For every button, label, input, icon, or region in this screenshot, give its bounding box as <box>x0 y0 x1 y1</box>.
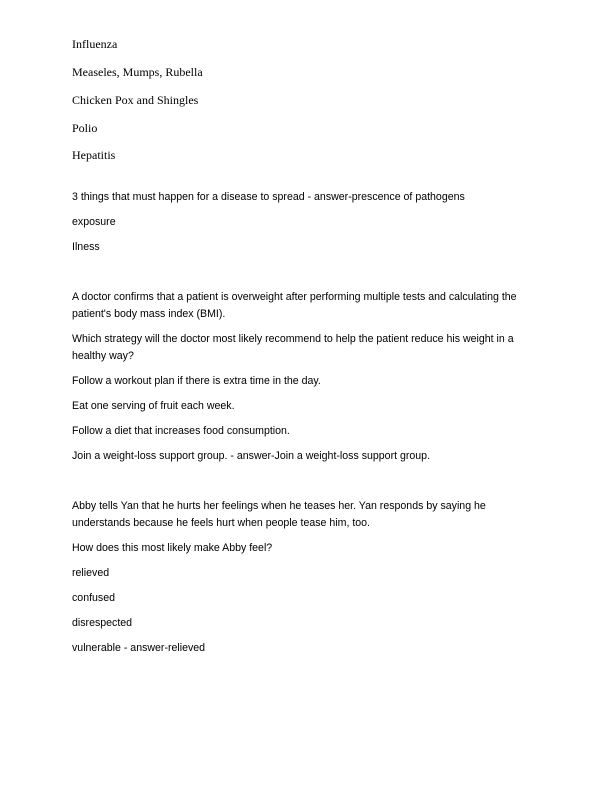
q1-line: Ilness <box>72 241 100 253</box>
q3-option: vulnerable - answer-relieved <box>72 642 206 654</box>
q2-question: Which strategy will the doctor most likely recommend to help the patient reduce his weight in a healthy way? <box>72 333 514 362</box>
q2-option: Join a weight-loss support group. - answer-Join a weight-loss support group. <box>72 450 431 462</box>
list-item: Influenza <box>72 37 118 51</box>
list-item: Chicken Pox and Shingles <box>72 93 199 107</box>
list-item: Polio <box>72 121 98 135</box>
q3-scenario: Abby tells Yan that he hurts her feelings when he teases her. Yan responds by saying he understands because he feels hurt when people tease him, too. <box>72 500 486 529</box>
list-item: Hepatitis <box>72 148 116 162</box>
q1-prompt: 3 things that must happen for a disease to spread - answer-prescence of pathogens <box>72 191 465 203</box>
q2-option: Follow a workout plan if there is extra time in the day. <box>72 375 321 387</box>
q3-option: relieved <box>72 567 110 579</box>
q1-line: exposure <box>72 216 116 228</box>
q2-scenario: A doctor confirms that a patient is overweight after performing multiple tests and calculating the patient's body mass index (BMI). <box>72 291 517 320</box>
q2-option: Follow a diet that increases food consumption. <box>72 425 290 437</box>
q3-option: confused <box>72 592 115 604</box>
q3-question: How does this most likely make Abby feel? <box>72 542 273 554</box>
q3-option: disrespected <box>72 617 133 629</box>
list-item: Measeles, Mumps, Rubella <box>72 65 203 79</box>
q2-option: Eat one serving of fruit each week. <box>72 400 235 412</box>
